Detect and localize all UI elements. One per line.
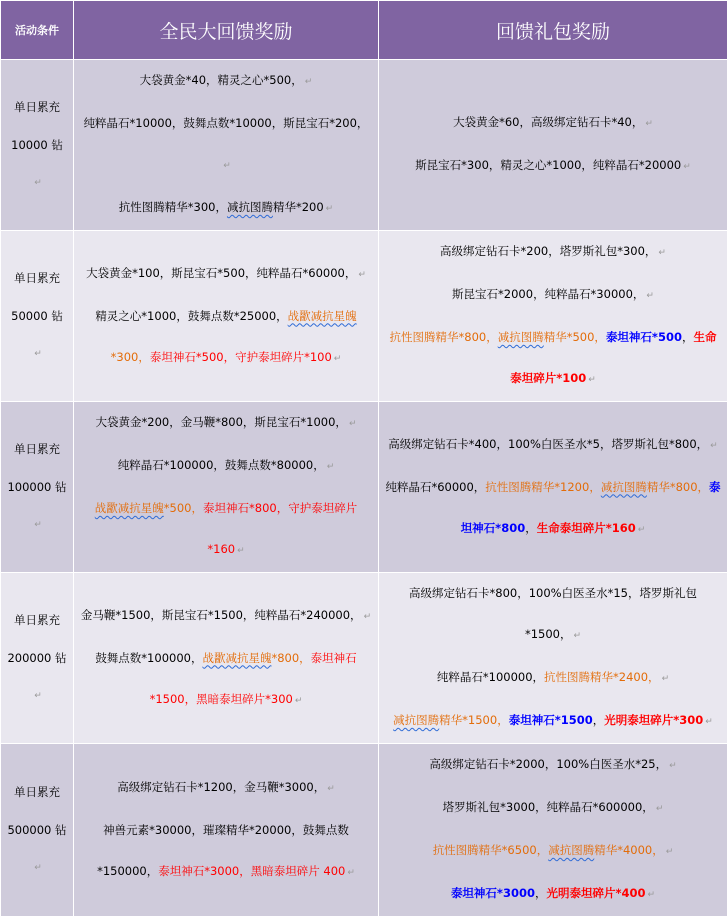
reward-text: 精华*4000， — [594, 843, 664, 857]
paragraph-mark: ↵ — [662, 674, 670, 684]
reward-text: *500， — [164, 501, 203, 515]
paragraph-mark: ↵ — [573, 631, 581, 641]
reward-line — [385, 274, 721, 317]
reward-line — [80, 60, 372, 103]
paragraph-mark: ↵ — [648, 890, 656, 900]
reward-text: 光明泰坦碎片*400 — [546, 886, 645, 900]
reward-text: 减抗图腾 — [548, 843, 594, 857]
reward-text: 大袋黄金*40，精灵之心*500， — [140, 73, 303, 87]
reward-row — [1, 231, 727, 402]
reward-text: 精灵之心*1000，鼓舞点数*25000， — [95, 309, 287, 323]
reward-line — [80, 767, 372, 810]
reward-2-cell — [379, 231, 727, 402]
paragraph-mark: ↵ — [710, 441, 718, 451]
reward-text: 减抗图腾 — [601, 480, 647, 494]
reward-text: 精华*800， — [647, 480, 709, 494]
paragraph-mark: ↵ — [223, 161, 231, 171]
reward-text: 大袋黄金*200，金马鞭*800，斯昆宝石*1000， — [96, 415, 347, 429]
reward-line — [385, 358, 721, 401]
reward-text: 泰坦神石*500，守护泰坦碎片*100 — [150, 350, 332, 364]
reward-text: 抗性图腾精华*1200， — [485, 480, 601, 494]
paragraph-mark: ↵ — [588, 375, 596, 385]
reward-1-cell — [74, 60, 379, 231]
reward-line — [385, 744, 721, 787]
condition-cell — [1, 231, 74, 402]
reward-text: ， — [593, 713, 605, 727]
paragraph-mark: ↵ — [645, 119, 653, 129]
paragraph-mark: ↵ — [3, 335, 73, 373]
paragraph-mark: ↵ — [327, 784, 335, 794]
reward-text: *1500， — [525, 627, 572, 641]
paragraph-mark: ↵ — [327, 462, 335, 472]
reward-line — [385, 231, 721, 274]
reward-text: 泰坦碎片*100 — [510, 371, 586, 385]
reward-line — [385, 657, 721, 700]
reward-text: 纯粹晶石*100000， — [437, 670, 544, 684]
reward-line — [385, 145, 721, 188]
paragraph-mark: ↵ — [364, 612, 372, 622]
condition-text: 单日累充 — [1, 430, 73, 468]
reward-line — [385, 787, 721, 830]
reward-1-cell — [74, 231, 379, 402]
paragraph-mark: ↵ — [3, 677, 73, 715]
condition-text: 100000 钻 ↵ — [1, 468, 73, 544]
reward-text: 坦神石*800 — [461, 521, 526, 535]
reward-line — [80, 187, 372, 230]
paragraph-mark: ↵ — [705, 717, 713, 727]
reward-2-cell — [379, 60, 727, 231]
paragraph-mark: ↵ — [3, 164, 73, 202]
reward-text: 抗性图腾精华*2400， — [544, 670, 660, 684]
reward-text: 斯昆宝石*2000，纯粹晶石*30000， — [452, 287, 644, 301]
reward-text: 纯粹晶石*60000， — [385, 480, 485, 494]
reward-line — [385, 700, 721, 743]
reward-row — [1, 60, 727, 231]
reward-text: 战歠减抗星魄 — [202, 651, 271, 665]
reward-text: *1500，黑暗泰坦碎片*300 — [150, 692, 293, 706]
reward-line — [80, 529, 372, 572]
reward-1-cell — [74, 573, 379, 744]
reward-text: 泰 — [709, 480, 721, 494]
reward-text: 纯粹晶石*10000，鼓舞点数*10000，斯昆宝石*200， — [84, 116, 369, 130]
reward-line — [80, 296, 372, 337]
reward-text: *160 — [207, 542, 235, 556]
reward-line — [385, 873, 721, 916]
paragraph-mark: ↵ — [656, 804, 664, 814]
paragraph-mark: ↵ — [358, 270, 366, 280]
reward-text: 光明泰坦碎片*300 — [604, 713, 703, 727]
paragraph-mark: ↵ — [305, 77, 313, 87]
reward-line — [80, 337, 372, 380]
paragraph-mark: ↵ — [3, 506, 73, 544]
reward-text: 减抗图腾 — [227, 200, 273, 214]
reward-line — [80, 679, 372, 722]
reward-line — [80, 851, 372, 894]
reward-text: 泰坦神石 — [311, 651, 357, 665]
reward-text: ， — [525, 521, 537, 535]
paragraph-mark: ↵ — [334, 354, 342, 364]
condition-text: 单日累充 — [1, 773, 73, 811]
paragraph-mark: ↵ — [683, 162, 691, 172]
paragraph-mark: ↵ — [669, 761, 677, 771]
reward-text: 高级绑定钻石卡*1200，金马鞭*3000， — [117, 780, 325, 794]
reward-line — [80, 810, 372, 851]
reward-2-cell — [379, 573, 727, 744]
reward-2-cell — [379, 402, 727, 573]
reward-text: 战歠减抗星魄 — [288, 309, 357, 323]
reward-text: 生命泰坦碎片*160 — [537, 521, 636, 535]
reward-text: 泰坦神石*3000 — [451, 886, 535, 900]
reward-text: 抗性图腾精华*800， — [390, 330, 498, 344]
reward-line — [80, 103, 372, 187]
reward-text: 精华*1500， — [439, 713, 509, 727]
header-condition: 活动条件 — [1, 1, 74, 60]
paragraph-mark: ↵ — [658, 248, 666, 258]
reward-text: 减抗图腾 — [393, 713, 439, 727]
reward-line — [80, 638, 372, 679]
paragraph-mark: ↵ — [638, 525, 646, 535]
reward-line — [385, 508, 721, 551]
paragraph-mark: ↵ — [349, 419, 357, 429]
reward-line — [385, 424, 721, 467]
paragraph-mark: ↵ — [666, 847, 674, 857]
reward-row — [1, 402, 727, 573]
reward-row — [1, 744, 727, 917]
reward-row — [1, 573, 727, 744]
condition-text: 50000 钻 ↵ — [1, 297, 73, 373]
reward-text: 鼓舞点数*100000， — [95, 651, 202, 665]
condition-text: 单日累充 — [1, 601, 73, 639]
reward-line — [385, 573, 721, 614]
reward-line — [80, 253, 372, 296]
paragraph-mark: ↵ — [237, 546, 245, 556]
paragraph-mark: ↵ — [326, 204, 334, 214]
reward-text: 抗性图腾精华*6500， — [433, 843, 549, 857]
condition-cell — [1, 402, 74, 573]
condition-text: 200000 钻 ↵ — [1, 639, 73, 715]
reward-text: 大袋黄金*60，高级绑定钻石卡*40， — [453, 115, 643, 129]
condition-cell — [1, 573, 74, 744]
reward-line — [385, 467, 721, 508]
reward-text: 大袋黄金*100，斯昆宝石*500，纯粹晶石*60000， — [86, 266, 356, 280]
reward-line — [385, 102, 721, 145]
reward-text: 高级绑定钻石卡*800，100%白医圣水*15，塔罗斯礼包 — [409, 586, 697, 600]
reward-text: 泰坦神石*500 — [606, 330, 682, 344]
condition-text: 单日累充 — [1, 88, 73, 126]
reward-1-cell — [74, 402, 379, 573]
reward-text: ， — [682, 330, 694, 344]
reward-line — [80, 402, 372, 445]
condition-cell — [1, 60, 74, 231]
reward-text: 高级绑定钻石卡*400，100%白医圣水*5，塔罗斯礼包*800， — [388, 437, 708, 451]
reward-text: 斯昆宝石*300，精灵之心*1000，纯粹晶石*20000 — [415, 158, 681, 172]
header-reward-2: 回馈礼包奖励 — [379, 1, 727, 60]
condition-text: 500000 钻 ↵ — [1, 811, 73, 887]
paragraph-mark: ↵ — [295, 696, 303, 706]
reward-text: 生命 — [693, 330, 716, 344]
reward-text: *800， — [271, 651, 310, 665]
reward-text: 泰坦神石*800，守护泰坦碎片 — [203, 501, 357, 515]
reward-line — [80, 488, 372, 529]
reward-text: 泰坦神石*1500 — [509, 713, 593, 727]
reward-text: 战歠减抗星魄 — [95, 501, 164, 515]
condition-text: 单日累充 — [1, 259, 73, 297]
reward-text: 神兽元素*30000，璀璨精华*20000，鼓舞点数 — [103, 823, 349, 837]
reward-text: 泰坦神石*3000，黑暗泰坦碎片 400 — [158, 864, 345, 878]
reward-text: 纯粹晶石*100000，鼓舞点数*80000， — [118, 458, 325, 472]
header-row — [1, 1, 727, 60]
paragraph-mark: ↵ — [646, 291, 654, 301]
reward-text: 金马鞭*1500，斯昆宝石*1500，纯粹晶石*240000， — [81, 608, 362, 622]
reward-line — [385, 830, 721, 873]
reward-2-cell — [379, 744, 727, 917]
reward-text: 减抗图腾 — [498, 330, 544, 344]
reward-text: ， — [535, 886, 547, 900]
reward-text: 塔罗斯礼包*3000，纯粹晶石*600000， — [443, 800, 654, 814]
reward-text: 精华*200 — [273, 200, 324, 214]
reward-text: 高级绑定钻石卡*2000，100%白医圣水*25， — [429, 757, 667, 771]
reward-text: *300， — [111, 350, 150, 364]
paragraph-mark: ↵ — [3, 849, 73, 887]
condition-text: 10000 钻 ↵ — [1, 126, 73, 202]
reward-line — [385, 317, 721, 358]
reward-1-cell — [74, 744, 379, 917]
reward-text: *150000， — [97, 864, 158, 878]
reward-text: 高级绑定钻石卡*200，塔罗斯礼包*300， — [440, 244, 656, 258]
header-reward-1: 全民大回馈奖励 — [74, 1, 379, 60]
condition-cell — [1, 744, 74, 917]
reward-line — [80, 595, 372, 638]
reward-text: 精华*500， — [544, 330, 606, 344]
reward-line — [80, 445, 372, 488]
reward-text: 抗性图腾精华*300， — [119, 200, 227, 214]
paragraph-mark: ↵ — [347, 868, 355, 878]
reward-line — [385, 614, 721, 657]
